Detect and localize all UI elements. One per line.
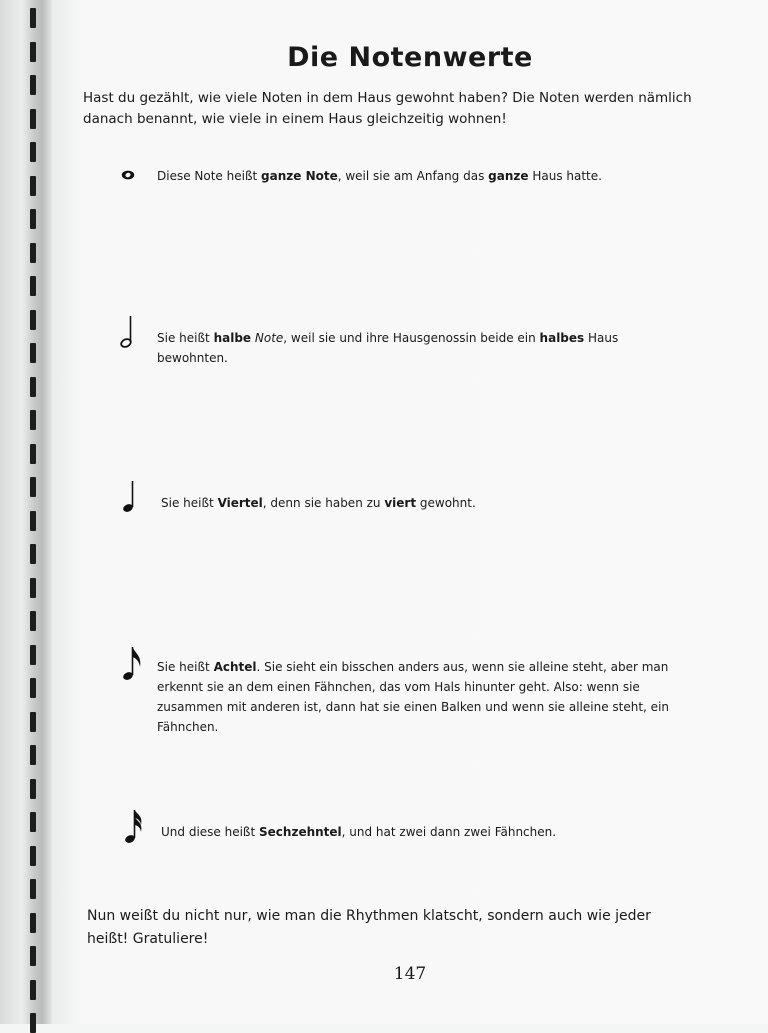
binding-hole bbox=[30, 946, 36, 966]
binding-hole bbox=[30, 745, 36, 765]
page-number: 147 bbox=[393, 964, 427, 984]
binding-hole bbox=[30, 209, 36, 229]
whole-note-icon bbox=[120, 168, 136, 182]
eighth-note-description: Sie heißt Achtel. Sie sieht ein bisschen anders aus, wenn sie alleine steht, aber man erkennt sie an dem einen Fähnchen, das vom Hals hinunter geht. Also: wenn sie zusammen mit anderen ist, dann hat sie einen Balken und wenn sie alleine steht, ein Fähnchen. bbox=[157, 660, 670, 734]
quarter-note-description: Sie heißt Viertel, denn sie haben zu viert gewohnt. bbox=[161, 496, 476, 510]
intro-paragraph: Hast du gezählt, wie viele Noten in dem Haus gewohnt haben? Die Noten werden nämlich danach benannt, wie viele in einem Haus gleichzeitig wohnen! bbox=[83, 90, 692, 127]
binding-hole bbox=[30, 611, 36, 631]
closing-paragraph: Nun weißt du nicht nur, wie man die Rhythmen klatscht, sondern auch wie jeder heißt! Gratuliere! bbox=[87, 908, 651, 947]
binding-hole bbox=[30, 310, 36, 330]
binding-hole bbox=[30, 75, 36, 95]
binding-hole bbox=[30, 578, 36, 598]
binding-hole bbox=[30, 1013, 36, 1033]
binding-hole bbox=[30, 812, 36, 832]
sixteenth-note-icon bbox=[122, 808, 148, 846]
binding-hole bbox=[30, 779, 36, 799]
binding-hole bbox=[30, 511, 36, 531]
binding-hole bbox=[30, 477, 36, 497]
eighth-note-icon bbox=[120, 645, 146, 683]
binding-hole bbox=[30, 42, 36, 62]
binding-hole bbox=[30, 109, 36, 129]
quarter-note-icon bbox=[120, 479, 138, 515]
binding-hole bbox=[30, 444, 36, 464]
binding-hole bbox=[30, 8, 36, 28]
binding-hole bbox=[30, 678, 36, 698]
binding-hole bbox=[30, 879, 36, 899]
binding-hole bbox=[30, 243, 36, 263]
page-title: Die Notenwerte bbox=[287, 42, 533, 73]
binding-hole bbox=[30, 176, 36, 196]
binding-hole bbox=[30, 343, 36, 363]
binding-hole bbox=[30, 846, 36, 866]
binding-hole bbox=[30, 410, 36, 430]
sixteenth-note-description: Und diese heißt Sechzehntel, und hat zwei dann zwei Fähnchen. bbox=[161, 825, 557, 839]
binding-hole bbox=[30, 377, 36, 397]
whole-note-description: Diese Note heißt ganze Note, weil sie am Anfang das ganze Haus hatte. bbox=[157, 169, 602, 183]
binding-hole bbox=[30, 276, 36, 296]
binding-hole bbox=[30, 645, 36, 665]
half-note-icon bbox=[118, 314, 136, 350]
binding-hole bbox=[30, 913, 36, 933]
binding-hole bbox=[30, 142, 36, 162]
half-note-description: Sie heißt halbe Note, weil sie und ihre Hausgenossin beide ein halbes Haus bewohnten. bbox=[157, 331, 619, 365]
binding-hole bbox=[30, 980, 36, 1000]
binding-hole bbox=[30, 712, 36, 732]
spiral-binding bbox=[0, 0, 52, 1024]
binding-hole bbox=[30, 544, 36, 564]
